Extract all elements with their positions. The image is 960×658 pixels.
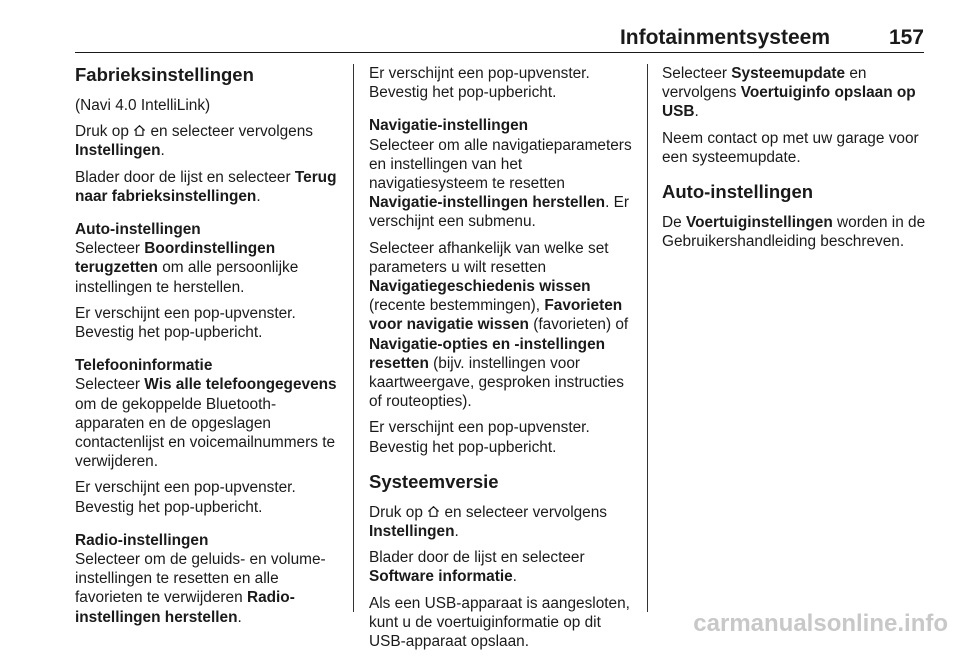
column-1 bbox=[75, 64, 340, 634]
paragraph-usb: Als een USB-apparaat is aangesloten, kunt u de voertuiginformatie op dit USB-apparaat opslaan. bbox=[369, 594, 630, 651]
subheading-nav-settings: Navigatie-instellingen bbox=[369, 117, 529, 135]
paragraph-contact-garage: Neem contact op met uw garage voor een systeemupdate. bbox=[662, 129, 919, 166]
paragraph-popup: Er verschijnt een pop-upvenster. Bevestig het pop-upbericht. bbox=[75, 479, 296, 516]
column-3 bbox=[662, 64, 930, 258]
paragraph-popup: Er verschijnt een pop-upvenster. Bevestig het pop-upbericht. bbox=[75, 304, 296, 342]
paragraph-popup: Er verschijnt een pop-upvenster. Bevestig het pop-upbericht. bbox=[369, 419, 590, 456]
home-icon bbox=[427, 505, 440, 518]
section-heading-auto-settings: Auto-instellingen bbox=[662, 181, 814, 203]
column-divider-1 bbox=[353, 64, 354, 612]
paragraph-popup: Er verschijnt een pop-upvenster. Bevestig het pop-upbericht. bbox=[369, 65, 590, 102]
paragraph-scroll-list: Blader door de lijst en selecteer Terug naar fabrieksinstellingen. bbox=[75, 168, 337, 205]
section-heading-factory-settings: Fabrieksinstellingen bbox=[75, 64, 254, 85]
subheading-auto-settings: Auto-instellingen bbox=[75, 221, 201, 239]
watermark: carmanualsonline.info bbox=[693, 610, 948, 637]
paragraph-nav-select: Selecteer afhankelijk van welke set parameters u wilt resetten Navigatiegeschiedenis wissen (recente bestemmingen), Favorieten voor navigatie wissen (favorieten) of Navigatie-opties en -instellingen resetten (bijv. instellingen voor kaartweergave, gesproken instructies of routeopties). bbox=[369, 239, 629, 411]
subtitle: (Navi 4.0 IntelliLink) bbox=[75, 97, 211, 114]
header-title: Infotainmentsysteem bbox=[619, 26, 830, 49]
paragraph-press-home: Druk op en selecteer vervolgens Instellingen. bbox=[75, 123, 313, 160]
paragraph-auto-settings: Selecteer Boordinstellingen terugzetten om alle persoonlijke instellingen te herstellen. bbox=[75, 240, 299, 296]
paragraph-vehicle-settings: De Voertuiginstellingen worden in de Gebruikershandleiding beschreven. bbox=[662, 214, 926, 251]
paragraph-scroll-list: Blader door de lijst en selecteer Software informatie. bbox=[369, 549, 585, 586]
paragraph-radio-settings: Selecteer om de geluids- en volume-instellingen te resetten en alle favorieten te verwijderen Radio-instellingen herstellen. bbox=[75, 551, 326, 626]
column-2 bbox=[369, 64, 637, 658]
section-heading-system-version: Systeemversie bbox=[369, 470, 499, 492]
header-rule bbox=[75, 52, 924, 53]
subheading-phone-info: Telefooninformatie bbox=[75, 357, 213, 375]
paragraph-system-update: Selecteer Systeemupdate en vervolgens Voertuiginfo opslaan op USB. bbox=[662, 65, 916, 121]
page-number: 157 bbox=[888, 26, 924, 49]
column-divider-2 bbox=[647, 64, 648, 612]
paragraph-press-home: Druk op en selecteer vervolgens Instellingen. bbox=[369, 503, 607, 541]
subheading-radio-settings: Radio-instellingen bbox=[75, 531, 209, 549]
paragraph-phone-info: Selecteer Wis alle telefoongegevens om de gekoppelde Bluetooth-apparaten en de opgeslagen contactenlijst en voicemailnummers te verwijderen. bbox=[75, 376, 337, 471]
paragraph-nav-settings: Selecteer om alle navigatieparameters en instellingen van het navigatiesysteem te resetten Navigatie-instellingen herstellen. Er verschijnt een submenu. bbox=[369, 136, 632, 231]
home-icon bbox=[133, 124, 146, 137]
